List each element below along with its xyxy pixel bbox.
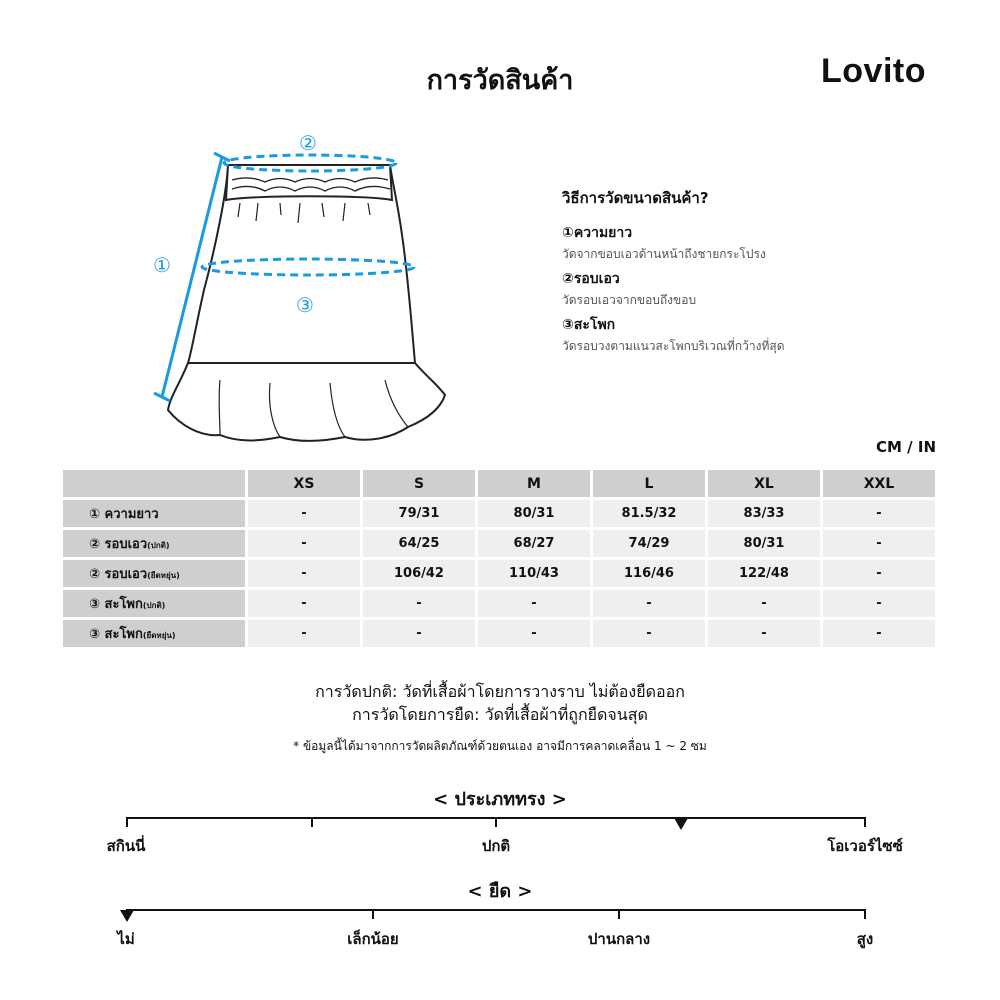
stretch-scale-title: < ยืด > xyxy=(467,881,533,902)
note-normal: การวัดปกติ: วัดที่เสื้อผ้าโดยการวางราบ ไม่ต้องยืดออก xyxy=(315,682,685,701)
fit-scale-tick xyxy=(311,817,313,827)
row-label: ① ความยาว xyxy=(63,500,245,527)
row-label: ③ สะโพก(ยืดหยุ่น) xyxy=(63,620,245,647)
stretch-label-slight: เล็กน้อย xyxy=(347,930,399,948)
size-header: S xyxy=(363,470,475,497)
table-cell: 64/25 xyxy=(363,530,475,557)
skirt-diagram xyxy=(140,125,460,450)
size-table xyxy=(60,467,938,650)
fit-scale-title: < ประเภททรง > xyxy=(433,789,567,810)
table-row xyxy=(63,530,935,557)
table-cell: - xyxy=(248,620,360,647)
marker-waist: ② xyxy=(299,131,317,155)
fit-label-oversize: โอเวอร์ไซซ์ xyxy=(827,837,903,855)
page-title: การวัดสินค้า xyxy=(426,65,574,96)
row-label: ③ สะโพก(ปกติ) xyxy=(63,590,245,617)
table-cell: - xyxy=(823,590,935,617)
table-corner xyxy=(63,470,245,497)
step-waist-name: ②รอบเอว xyxy=(562,271,620,287)
step-hip-desc: วัดรอบวงตามแนวสะโพกบริเวณที่กว้างที่สุด xyxy=(562,339,785,353)
how-to-measure xyxy=(562,186,962,362)
stretch-scale-line xyxy=(126,909,866,911)
table-cell: - xyxy=(478,590,590,617)
table-cell: - xyxy=(708,590,820,617)
size-header: M xyxy=(478,470,590,497)
how-to-title: วิธีการวัดขนาดสินค้า? xyxy=(562,189,709,207)
table-cell: - xyxy=(363,590,475,617)
stretch-scale-tick xyxy=(864,909,866,919)
table-cell: - xyxy=(593,590,705,617)
table-cell: - xyxy=(823,560,935,587)
table-cell: 106/42 xyxy=(363,560,475,587)
table-row xyxy=(63,500,935,527)
table-row xyxy=(63,620,935,647)
stretch-label-high: สูง xyxy=(856,930,874,948)
table-cell: 110/43 xyxy=(478,560,590,587)
table-cell: 68/27 xyxy=(478,530,590,557)
size-header: XXL xyxy=(823,470,935,497)
table-cell: 116/46 xyxy=(593,560,705,587)
table-cell: - xyxy=(363,620,475,647)
fit-scale-tick xyxy=(126,817,128,827)
stretch-scale-tick xyxy=(372,909,374,919)
table-cell: 79/31 xyxy=(363,500,475,527)
marker-hip: ③ xyxy=(296,293,314,317)
fit-scale-tick xyxy=(864,817,866,827)
marker-length: ① xyxy=(153,253,171,277)
size-header: L xyxy=(593,470,705,497)
table-cell: - xyxy=(248,530,360,557)
table-cell: - xyxy=(708,620,820,647)
size-header: XL xyxy=(708,470,820,497)
table-cell: - xyxy=(593,620,705,647)
fit-scale-tick xyxy=(495,817,497,827)
stretch-scale-tick xyxy=(618,909,620,919)
stretch-selected-marker xyxy=(120,910,134,922)
unit-label: CM / IN xyxy=(876,438,936,456)
table-cell: - xyxy=(248,590,360,617)
disclaimer: * ข้อมูลนี้ได้มาจากการวัดผลิตภัณฑ์ด้วยตนเอง อาจมีการคลาดเคลื่อน 1 ~ 2 ซม xyxy=(293,739,707,753)
step-waist-desc: วัดรอบเอวจากขอบถึงขอบ xyxy=(562,293,697,307)
table-cell: 81.5/32 xyxy=(593,500,705,527)
table-cell: 80/31 xyxy=(478,500,590,527)
fit-label-regular: ปกติ xyxy=(481,837,511,855)
note-stretch: การวัดโดยการยืด: วัดที่เสื้อผ้าที่ถูกยืดจนสุด xyxy=(352,705,648,724)
row-label: ② รอบเอว(ปกติ) xyxy=(63,530,245,557)
step-length-name: ①ความยาว xyxy=(562,225,633,241)
size-header: XS xyxy=(248,470,360,497)
table-cell: 122/48 xyxy=(708,560,820,587)
table-cell: - xyxy=(248,500,360,527)
table-header-row xyxy=(63,470,935,497)
table-cell: - xyxy=(478,620,590,647)
table-row xyxy=(63,560,935,587)
table-row xyxy=(63,590,935,617)
row-label: ② รอบเอว(ยืดหยุ่น) xyxy=(63,560,245,587)
fit-label-skinny: สกินนี่ xyxy=(106,837,146,855)
table-cell: - xyxy=(823,620,935,647)
table-cell: - xyxy=(248,560,360,587)
ruffle-hem xyxy=(168,363,445,441)
stretch-label-medium: ปานกลาง xyxy=(587,930,651,948)
table-cell: 80/31 xyxy=(708,530,820,557)
step-hip-name: ③สะโพก xyxy=(562,317,616,333)
step-length-desc: วัดจากขอบเอวด้านหน้าถึงชายกระโปรง xyxy=(562,247,766,261)
table-cell: 74/29 xyxy=(593,530,705,557)
measurement-notes xyxy=(0,680,1000,726)
brand-logo: Lovito xyxy=(821,52,926,90)
table-cell: - xyxy=(823,500,935,527)
table-cell: - xyxy=(823,530,935,557)
stretch-label-none: ไม่ xyxy=(117,930,135,948)
fit-selected-marker xyxy=(674,818,688,830)
table-cell: 83/33 xyxy=(708,500,820,527)
